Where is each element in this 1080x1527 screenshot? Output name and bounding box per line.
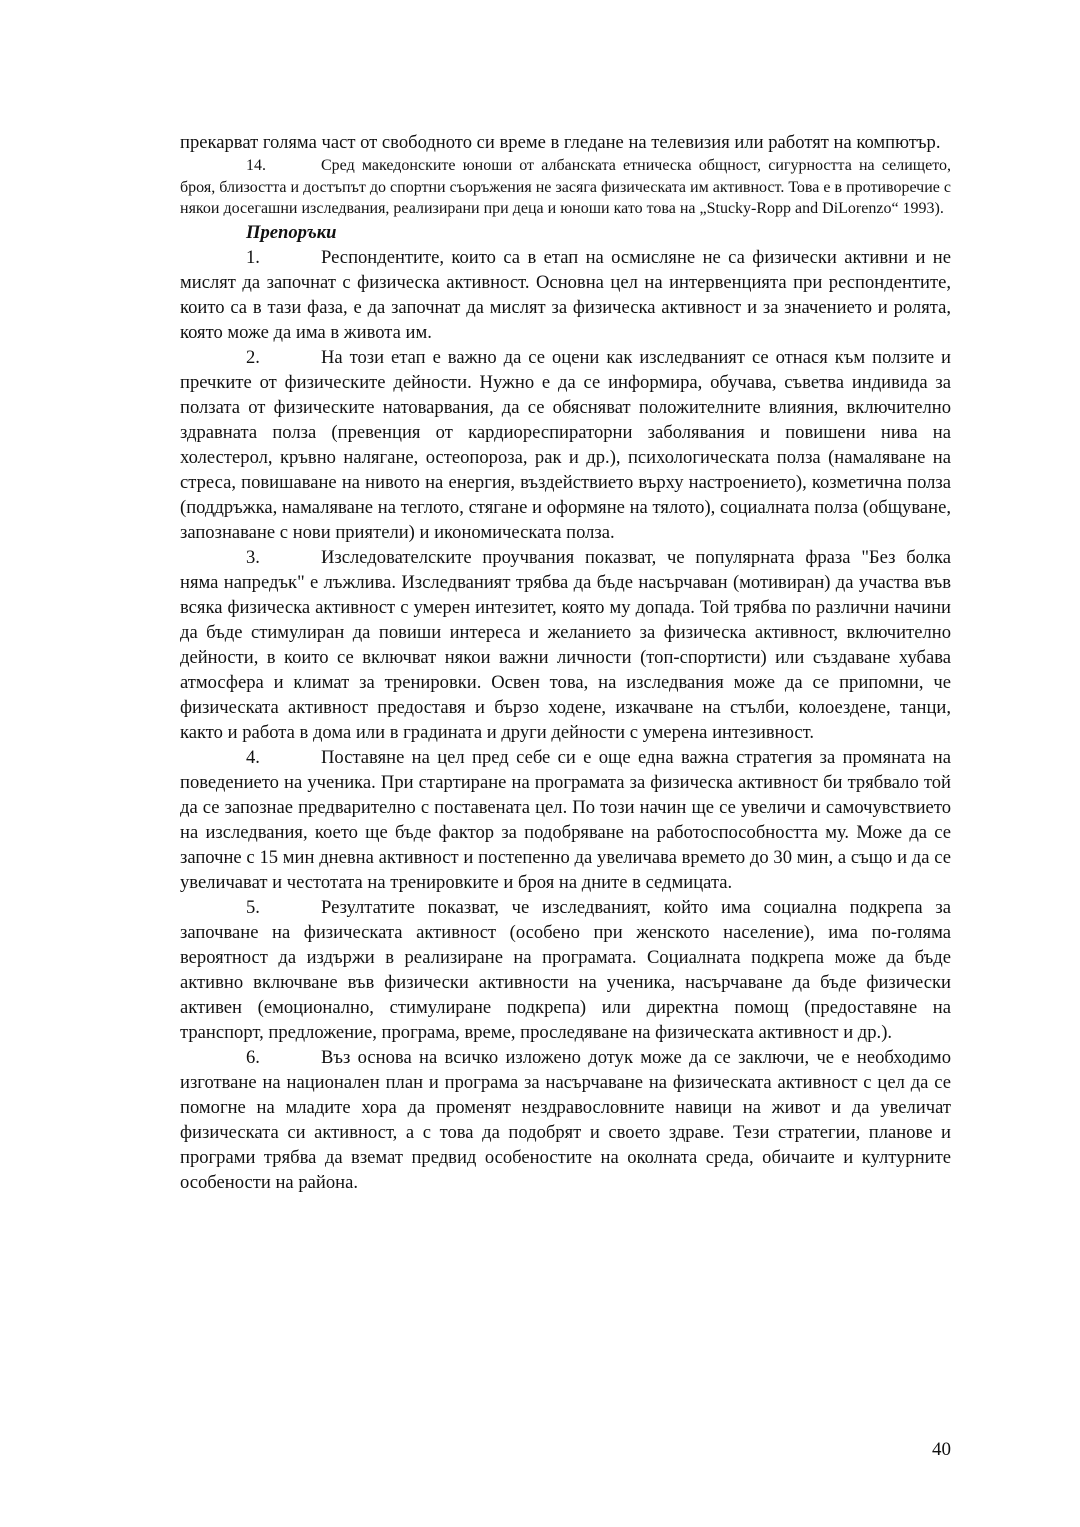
list-item-14 — [180, 155, 951, 220]
list-item-number: 2. — [246, 346, 260, 368]
list-item-number: 4. — [246, 746, 260, 768]
list-item-number: 6. — [246, 1046, 260, 1068]
page-body — [180, 130, 951, 1195]
list-item-text: На този етап е важно да се оцени как изследваният се отнася към ползите и пречките от физическите дейности. Нужно е да се информира, обучава, съветва индивида за ползата от физическите натоварвания, да се обясняват положителните влияния, включително здравната полза (превенция от кардиореспираторни заболявания и повишени нива на холестерол, кръвно налягане, остеопороза, рак и др.), психологическата полза (намаляване на стреса, повишаване на нивото на енергия, въздействието върху настроението), козметична полза (поддръжка, намаляване на теглото, стягане и оформяне на тялото), социалната полза (общуване, запознаване с нови приятели) и икономическата полза. — [180, 346, 951, 543]
page-number: 40 — [932, 1439, 951, 1460]
section-heading: Препоръки — [246, 221, 337, 243]
list-item-number: 3. — [246, 546, 260, 568]
list-item-number: 14. — [246, 157, 266, 174]
recommendation-item-4 — [180, 745, 951, 895]
list-item-text: Респондентите, които са в етап на осмисляне не са физически активни и не мислят да започнат с физическа активност. Основна цел на интервенцията при респондентите, които са в тази фаза, е да започнат да мислят за физическа активност и за значението и ролята, която може да има в живота им. — [180, 246, 951, 343]
recommendation-item-2 — [180, 345, 951, 545]
recommendation-item-5 — [180, 895, 951, 1045]
recommendation-item-1 — [180, 245, 951, 345]
intro-paragraph: прекарват голяма част от свободното си време в гледане на телевизия или работят на компютър. — [180, 132, 941, 153]
recommendation-item-6 — [180, 1045, 951, 1195]
recommendation-item-3 — [180, 545, 951, 745]
list-item-number: 1. — [246, 246, 260, 268]
list-item-number: 5. — [246, 896, 260, 918]
list-item-text: Сред македонските юноши от албанската етническа общност, сигурността на селището, броя, близостта и достъпът до спортни съоръжения не засяга физическата им активност. Това е в противоречие с някои досегашни изследвания, реализирани при деца и юноши като това на „Stucky-Ropp and DiLorenzo“ 1993). — [180, 157, 951, 217]
list-item-text: Резултатите показват, че изследваният, който има социална подкрепа за започване на физическата активност (особено при женското население), има по-голяма вероятност да издържи в реализиране на програмата. Социалната подкрепа може да бъде активно включване във физически активности на ученика, насърчаване да бъде физически активен (емоционално, стимулиране подкрепа) или директна помощ (предоставяне на транспорт, предложение, програма, време, проследяване на физическата активност и др.). — [180, 896, 951, 1043]
list-item-text: Поставяне на цел пред себе си е още една важна стратегия за промяната на поведението на ученика. При стартиране на програмата за физическа активност би трябвало той да се запознае предварително с поставената цел. По този начин ще се увеличи и самочувствието на изследвания, което ще бъде фактор за подобряване на работоспособността му. Може да се започне с 15 мин дневна активност и постепенно да увеличава времето до 30 мин, а също и да се увеличават и честотата на тренировките и броя на дните в седмицата. — [180, 746, 951, 893]
list-item-text: Въз основа на всичко изложено дотук може да се заключи, че е необходимо изготване на национален план и програма за насърчаване на физическата активност с цел да се помогне на младите хора да променят нездравословните навици на живот и да увеличат физическата си активност, а с това да подобрят и своето здраве. Тези стратегии, планове и програми трябва да вземат предвид особеностите на околната среда, обичаите и културните особености на района. — [180, 1046, 951, 1193]
list-item-text: Изследователските проучвания показват, че популярната фраза "Без болка няма напредък" е лъжлива. Изследваният трябва да бъде насърчаван (мотивиран) да участва във всяка физическа активност с умерен интезитет, която му допада. Той трябва по различни начини да бъде стимулиран да повиши интереса и желанието за физическа активност, включително дейности, в които се включват някои важни личности (топ-спортисти) или създаване хубава атмосфера и климат за тренировки. Освен това, на изследвания може да се припомни, че физическата активност предоставя и бързо ходене, изкачване на стълби, колоездене, танци, както и работа в дома или в градината и други дейности с умерена интезивност. — [180, 546, 951, 743]
